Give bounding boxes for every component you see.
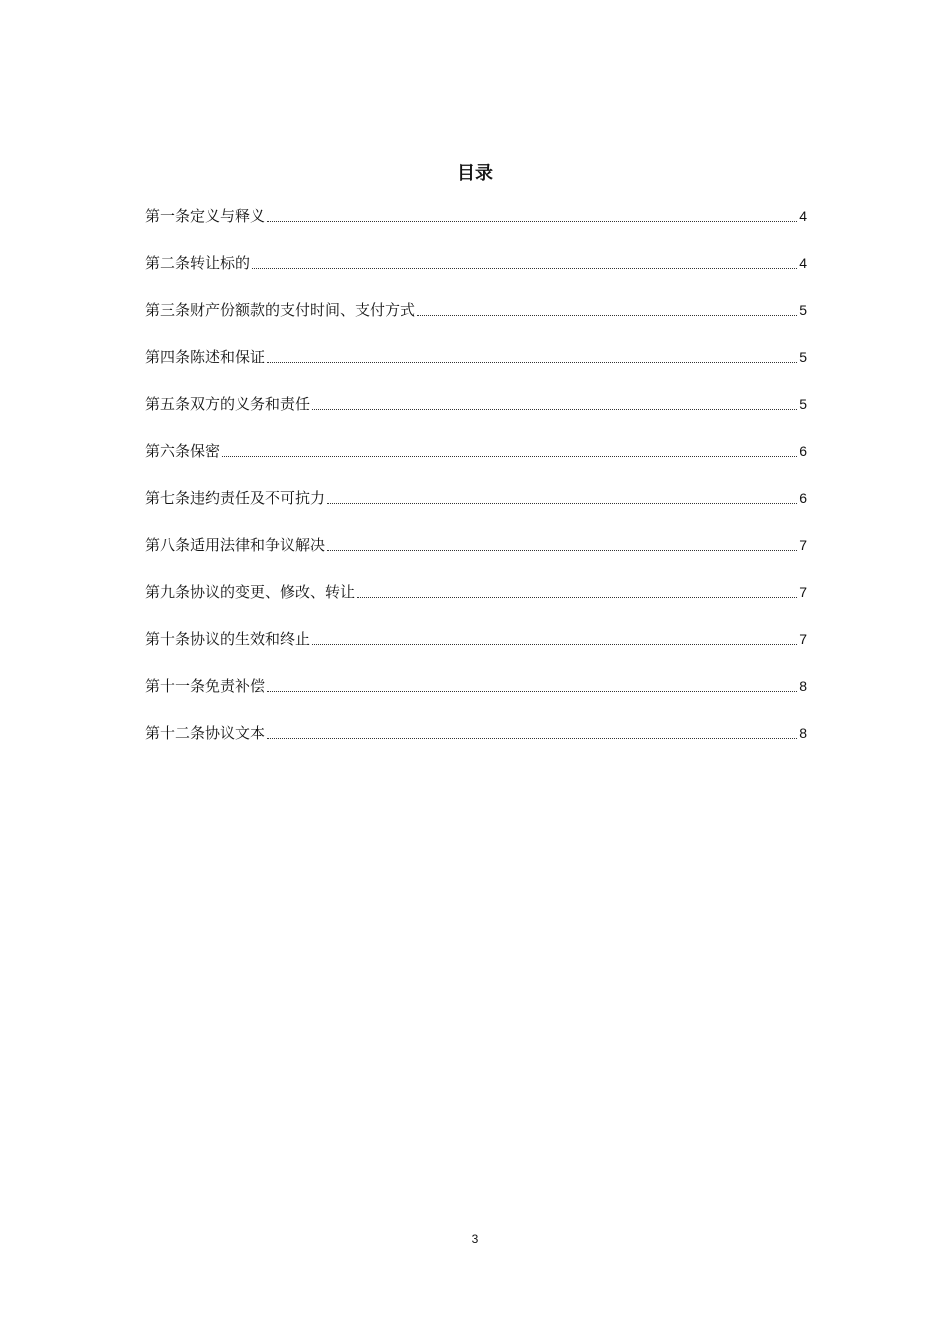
toc-dot-leader [222,456,797,457]
toc-entry-page: 7 [799,537,807,553]
toc-entry-page: 4 [799,255,807,271]
toc-entry-page: 8 [799,725,807,741]
toc-entry-label: 第六条保密 [145,442,221,460]
toc-entry-page: 6 [799,490,807,506]
toc-entry[interactable] [145,524,807,571]
toc-entry-label: 第五条双方的义务和责任 [145,395,311,413]
toc-entry[interactable] [145,665,807,712]
toc-entry-label: 第三条财产份额款的支付时间、支付方式 [145,301,416,319]
toc-entry-label: 第十一条免责补偿 [145,677,266,695]
toc-entry[interactable] [145,712,807,759]
toc-entry-page: 5 [799,349,807,365]
toc-entry[interactable] [145,571,807,618]
toc-entry-page: 7 [799,631,807,647]
page-number: 3 [471,1232,479,1246]
toc-dot-leader [417,315,797,316]
toc-dot-leader [327,550,797,551]
toc-title: 目录 [457,163,493,184]
toc-entry-page: 7 [799,584,807,600]
toc-entry[interactable] [145,289,807,336]
toc-entry-label: 第四条陈述和保证 [145,348,266,366]
toc-entry[interactable] [145,242,807,289]
toc-entry[interactable] [145,477,807,524]
toc-entry-page: 8 [799,678,807,694]
toc-dot-leader [267,362,797,363]
toc-dot-leader [267,738,797,739]
toc-entry[interactable] [145,336,807,383]
toc-entry-label: 第十条协议的生效和终止 [145,630,311,648]
toc-entry[interactable] [145,430,807,477]
toc-entry-label: 第九条协议的变更、修改、转让 [145,583,356,601]
toc-entry-page: 5 [799,396,807,412]
toc-entry[interactable] [145,383,807,430]
toc-dot-leader [312,644,797,645]
toc-dot-leader [312,409,797,410]
toc-dot-leader [327,503,797,504]
toc-entry-label: 第七条违约责任及不可抗力 [145,489,326,507]
table-of-contents [145,195,807,759]
toc-entry-label: 第八条适用法律和争议解决 [145,536,326,554]
toc-entry[interactable] [145,618,807,665]
toc-dot-leader [267,221,797,222]
toc-entry-label: 第二条转让标的 [145,254,251,272]
toc-entry[interactable] [145,195,807,242]
toc-dot-leader [252,268,797,269]
toc-entry-label: 第十二条协议文本 [145,724,266,742]
toc-entry-label: 第一条定义与释义 [145,207,266,225]
toc-entry-page: 4 [799,208,807,224]
toc-dot-leader [357,597,797,598]
toc-entry-page: 6 [799,443,807,459]
toc-dot-leader [267,691,797,692]
toc-entry-page: 5 [799,302,807,318]
